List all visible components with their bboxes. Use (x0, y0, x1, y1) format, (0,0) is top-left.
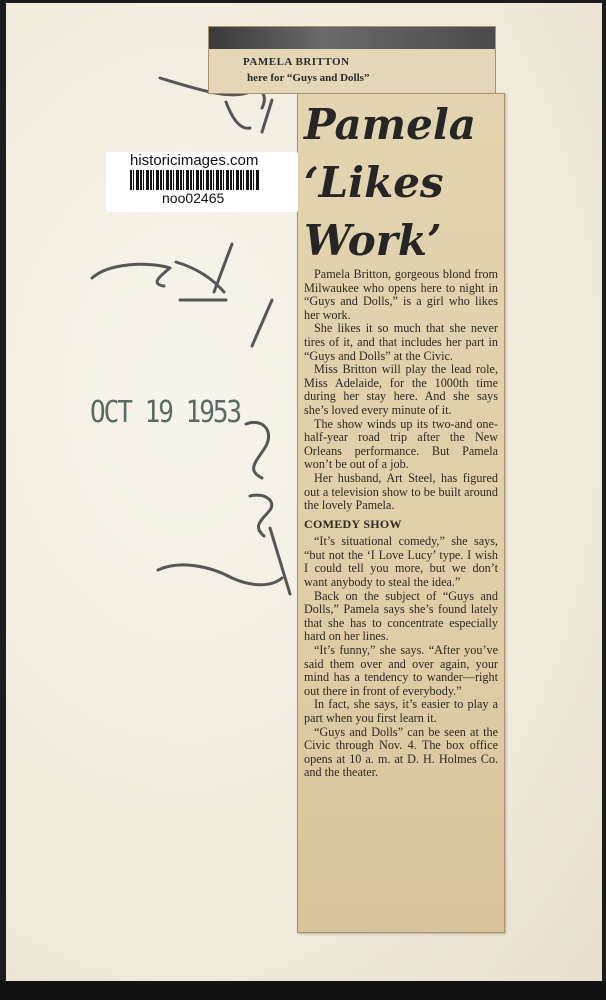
paragraph: In fact, she says, it’s easier to play a part when you first learn it. (304, 697, 498, 725)
caption-subline: here for “Guys and Dolls” (247, 72, 370, 84)
paragraph: Her husband, Art Steel, has figured out a television show to be built around the lovely Pamela. (304, 470, 498, 513)
watermark-label (106, 152, 298, 212)
paragraph: Pamela Britton, gorgeous blond from Milwaukee who opens here to night in “Guys and Dolls,” is a girl who likes her work. (304, 267, 498, 322)
paragraph: The show winds up its two-and one-half-year road trip after the New Orleans performance. But Pamela won’t be out of a job. (304, 416, 498, 472)
watermark-site: historicimages.com (130, 152, 259, 169)
paragraph: She likes it so much that she never tires of it, and that includes her part in “Guys and Dolls” at the Civic. (304, 321, 498, 363)
photo-strip (209, 27, 495, 49)
date-stamp: OCT 19 1953 (90, 395, 241, 431)
paragraph: “Guys and Dolls” can be seen at the Civic through Nov. 4. The box office opens at 10 a. m. at D. H. Holmes Co. and the theater. (304, 724, 498, 780)
watermark-id: noo02465 (162, 190, 225, 206)
article-subhead: COMEDY SHOW (304, 516, 402, 531)
paragraph: Back on the subject of “Guys and Dolls,” Pamela says she’s found lately that she has to concentrate especially hard on her lines. (304, 588, 498, 644)
photo-caption-clipping (208, 26, 496, 94)
caption-name: PAMELA BRITTON (243, 56, 350, 68)
paragraph: “It’s funny,” she says. “After you’ve said them over and over again, your mind has a tendency to wander—right out there in front of everybody.” (304, 643, 498, 698)
paragraph: Miss Britton will play the lead role, Miss Adelaide, for the 1000th time during her stay here. And she says she’s loved every minute of it. (304, 362, 498, 417)
paragraph: “It’s situational comedy,” she says, “but not the ‘I Love Lucy’ type. I wish I could tell you more, but we don’t want anybody to steal the idea.” (304, 534, 498, 590)
barcode-icon (130, 170, 260, 190)
article-headline: Pamela ‘Likes Work’ (304, 100, 476, 265)
article-body (304, 268, 498, 780)
scan-edge (0, 981, 606, 1000)
